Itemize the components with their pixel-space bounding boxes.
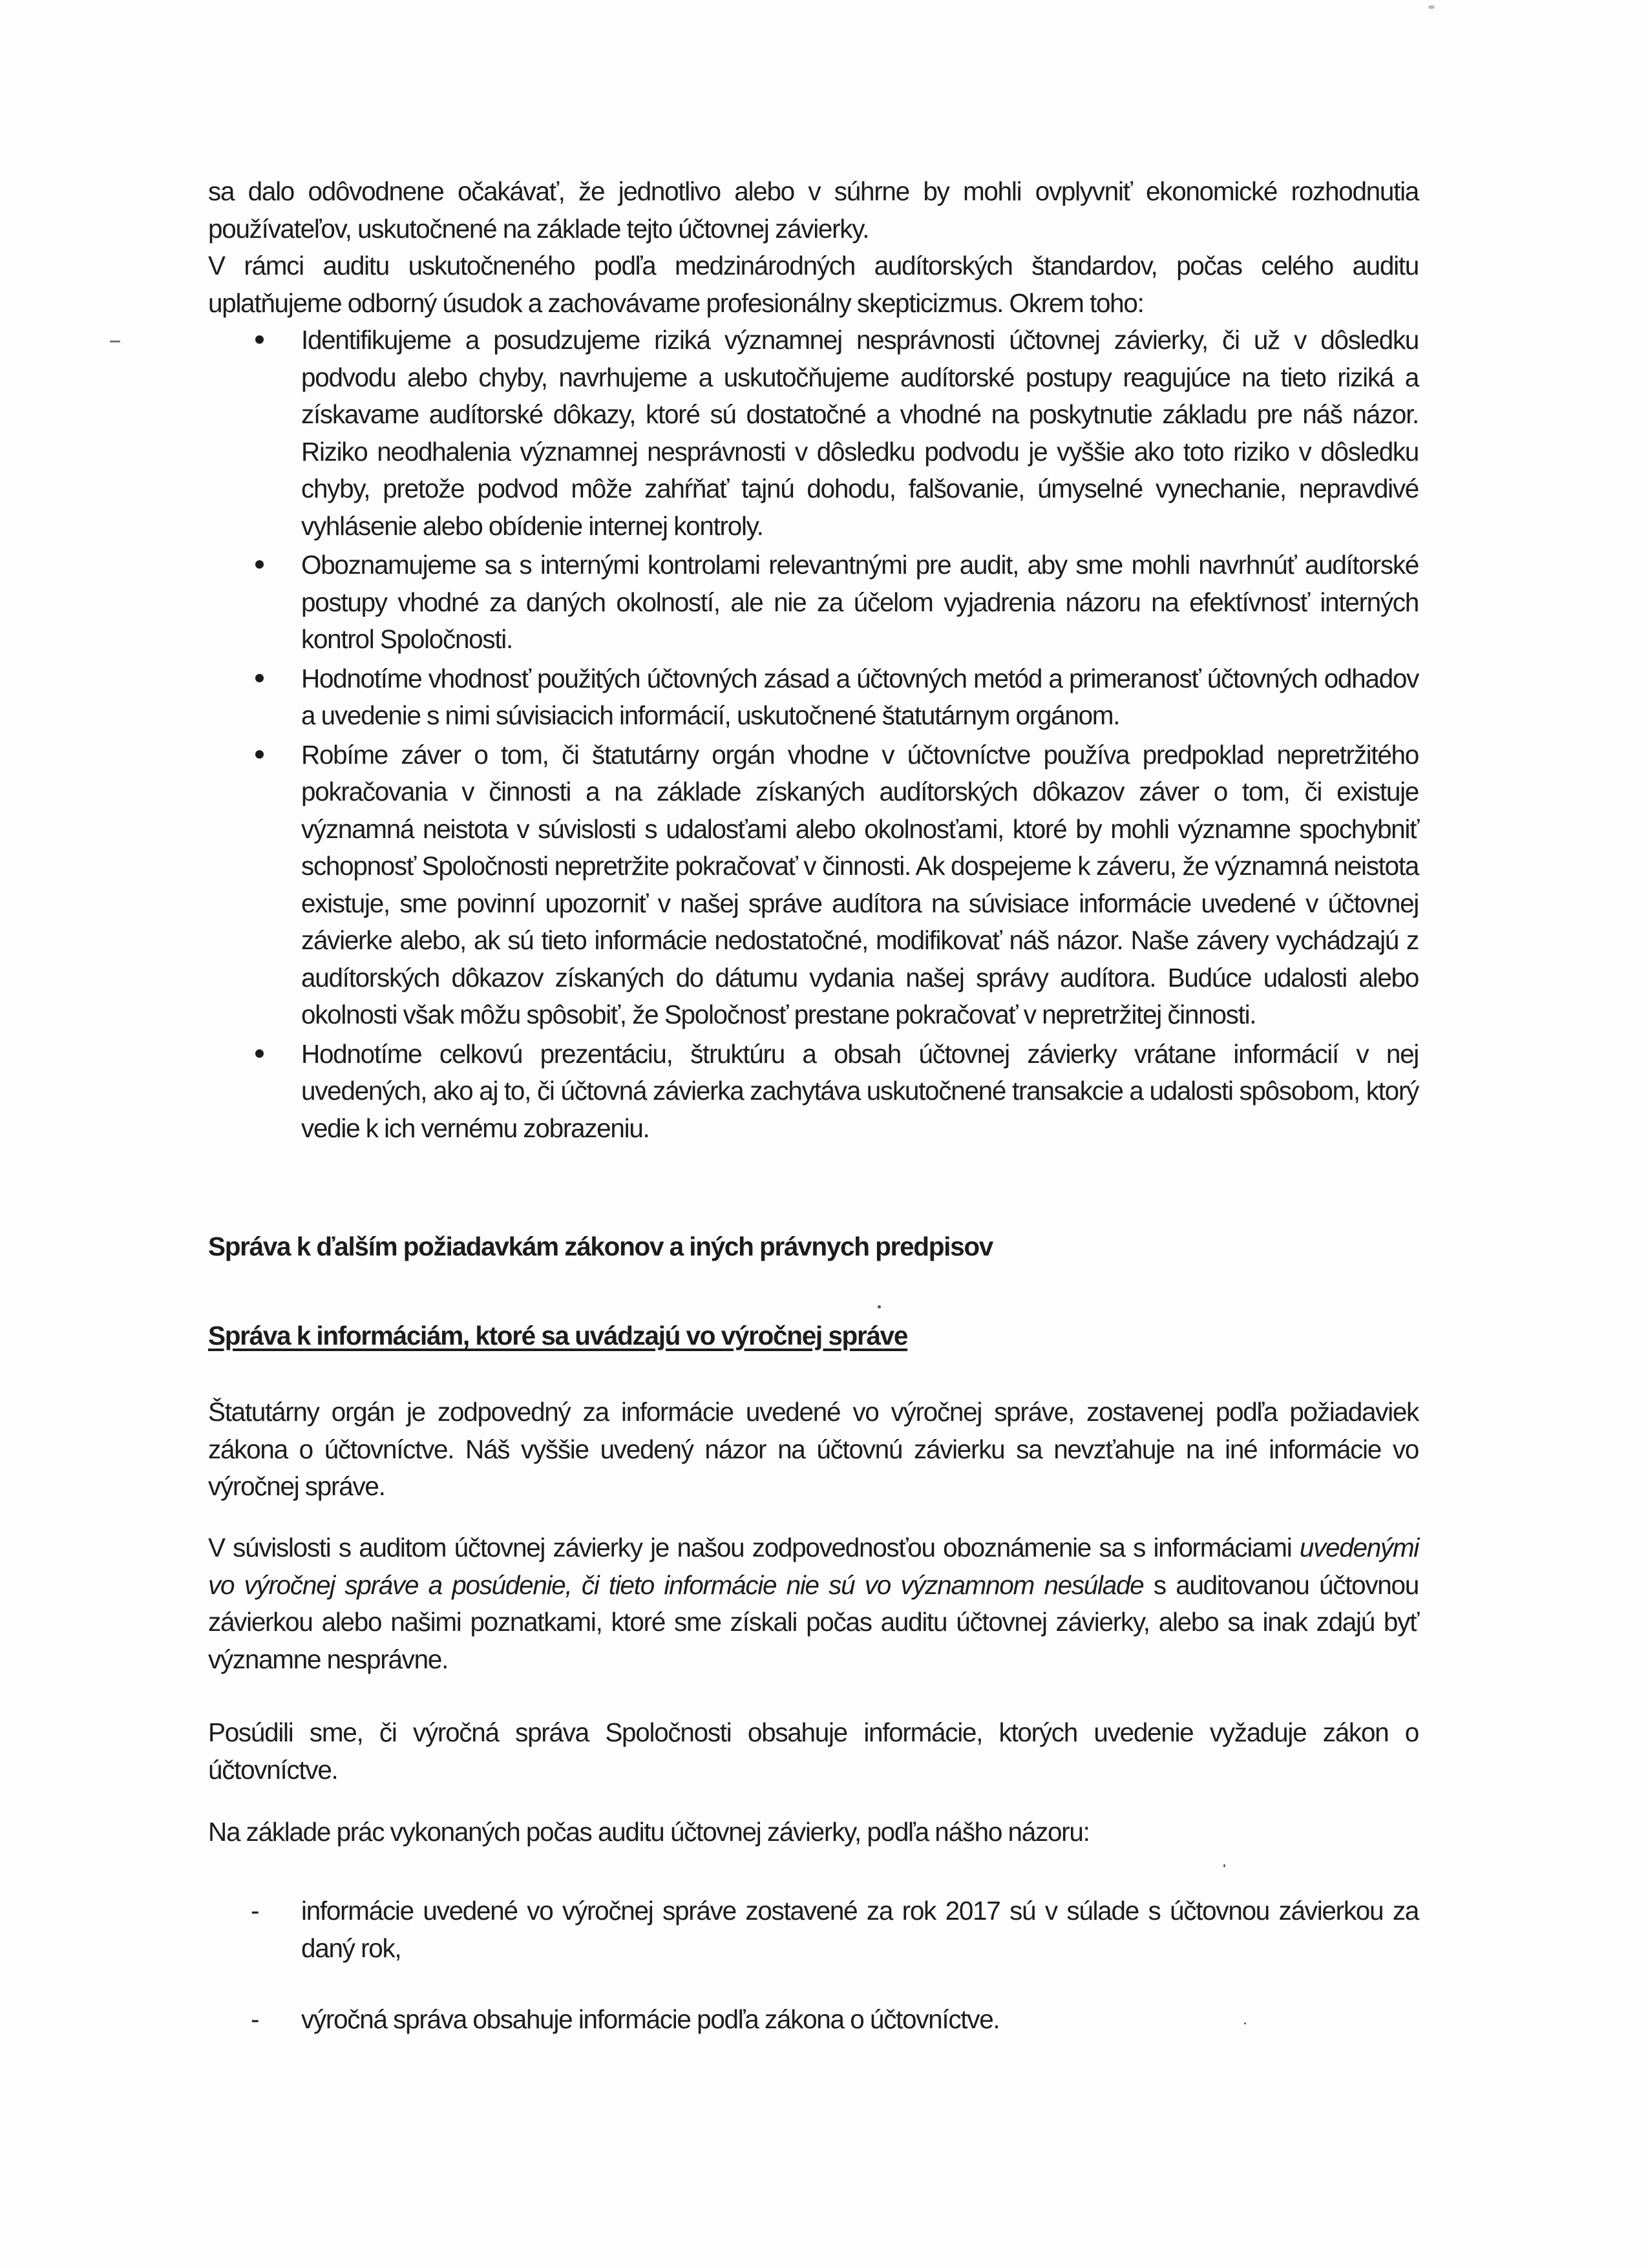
paragraph-assessment <box>208 1714 1419 1789</box>
list-item-text: Hodnotíme celkovú prezentáciu, štruktúru a obsah účtovnej závierky vrátane informácií v nej uvedených, ako aj to, či účtovná závierka zachytáva uskutočnené transakcie a udalosti spôsobom, ktorý vedie k ich vernému zobrazeniu. <box>301 1038 1419 1143</box>
paragraph-text: Štatutárny orgán je zodpovedný za informácie uvedené vo výročnej správe, zostavenej podľa požiadaviek zákona o účtovníctve. Náš vyššie uvedený názor na účtovnú závierku sa nevzťahuje na iné informácie vo výročnej správe. <box>208 1397 1419 1501</box>
subsection-heading: Správa k informáciám, ktoré sa uvádzajú vo výročnej správe <box>208 1321 908 1350</box>
list-item <box>208 322 1419 545</box>
list-item-text: Identifikujeme a posudzujeme riziká významnej nesprávnosti účtovnej závierky, či už v dôsledku podvodu alebo chyby, navrhujeme a uskutočňujeme audítorské postupy reagujúce na tieto riziká a získavame audítorské dôkazy, ktoré sú dostatočné a vhodné na poskytnutie základu pre náš názor. Riziko neodhalenia významnej nesprávnosti v dôsledku podvodu je vyššie ako toto riziko v dôsledku chyby, pretože podvod môže zahŕňať tajnú dohodu, falšovanie, úmyselné vynechanie, nepravdivé vyhlásenie alebo obídenie internej kontroly. <box>301 325 1419 541</box>
bullet-icon <box>255 560 264 569</box>
list-item-text: Hodnotíme vhodnosť použitých účtovných zásad a účtovných metód a primeranosť účtovných odhadov a uvedenie s nimi súvisiacich informácií, uskutočnené štatutárnym orgánom. <box>301 663 1419 730</box>
paragraph-text-italic: uvedenými vo výročnej správe a posúdenie, či tieto informácie nie sú vo významnom nesúlade <box>208 1533 1419 1600</box>
dash-icon: - <box>251 2004 259 2034</box>
list-item <box>208 1893 1419 1967</box>
scan-speck <box>878 1305 881 1308</box>
list-item <box>208 1036 1419 1148</box>
paragraph-responsibility <box>208 1394 1419 1506</box>
opinion-list <box>208 1893 1419 1967</box>
scan-mark <box>110 341 120 342</box>
list-item-text: Robíme záver o tom, či štatutárny orgán vhodne v účtovníctve používa predpoklad nepretržitého pokračovania v činnosti a na základe získaných audítorských dôkazov záver o tom, či existuje významná neistota v súvislosti s udalosťami alebo okolnosťami, ktoré by mohli významne spochybniť schopnosť Spoločnosti nepretržite pokračovať v činnosti. Ak dospejeme k záveru, že významná neistota existuje, sme povinní upozorniť v našej správe audítora na súvisiace informácie uvedené v účtovnej závierke alebo, ak sú tieto informácie nedostatočné, modifikovať náš názor. Naše závery vychádzajú z audítorských dôkazov získaných do dátumu vydania našej správy audítora. Budúce udalosti alebo okolnosti však môžu spôsobiť, že Spoločnosť prestane pokračovať v nepretržitej činnosti. <box>301 739 1419 1029</box>
paragraph-auditor-duty <box>208 1529 1419 1678</box>
section-heading: Správa k ďalším požiadavkám zákonov a iných právnych predpisov <box>208 1232 993 1261</box>
paragraph-text <box>208 1529 1419 1678</box>
paragraph-text: Posúdili sme, či výročná správa Spoločnosti obsahuje informácie, ktorých uvedenie vyžaduje zákon o účtovníctve. <box>208 1717 1419 1785</box>
bullet-icon <box>255 1049 264 1058</box>
scan-speck <box>1428 5 1435 9</box>
list-item <box>208 737 1419 1034</box>
bullet-icon <box>255 335 264 344</box>
paragraph-materiality: sa dalo odôvodnene očakávať, že jednotlivo alebo v súhrne by mohli ovplyvniť ekonomické rozhodnutia používateľov, uskutočnené na základe tejto účtovnej závierky. <box>208 176 1419 244</box>
paragraph-text: Na základe prác vykonaných počas auditu účtovnej závierky, podľa nášho názoru: <box>208 1817 1090 1847</box>
paragraph-text-start: V súvislosti s auditom účtovnej závierky je našou zodpovednosťou oboznámenie sa s informáciami <box>208 1533 1300 1562</box>
paragraph-text-end: s auditovanou účtovnou závierkou alebo našimi poznatkami, ktoré sme získali počas auditu účtovnej závierky, alebo sa inak zdajú byť významne nesprávne. <box>208 1570 1419 1674</box>
audit-procedures-list <box>208 322 1419 1147</box>
list-item <box>208 2001 1419 2039</box>
bullet-icon <box>255 674 264 682</box>
dash-icon: - <box>251 1896 259 1926</box>
list-item-text: výročná správa obsahuje informácie podľa zákona o účtovníctve. <box>301 2004 1000 2034</box>
list-item <box>208 547 1419 658</box>
paragraph-opinion-intro <box>208 1814 1419 1851</box>
list-item <box>208 660 1419 735</box>
opinion-list <box>208 2001 1419 2039</box>
paragraph-audit-approach: V rámci auditu uskutočneného podľa medzinárodných audítorských štandardov, počas celého auditu uplatňujeme odborný úsudok a zachovávame profesionálny skepticizmus. Okrem toho: <box>208 251 1419 318</box>
scan-speck <box>1223 1864 1225 1867</box>
document-body <box>208 173 1419 2034</box>
list-item-text: informácie uvedené vo výročnej správe zostavené za rok 2017 sú v súlade s účtovnou závierkou za daný rok, <box>301 1896 1419 1963</box>
bullet-icon <box>255 750 264 759</box>
list-item-text: Oboznamujeme sa s internými kontrolami relevantnými pre audit, aby sme mohli navrhnúť audítorské postupy vhodné za daných okolností, ale nie za účelom vyjadrenia názoru na efektívnosť interných kontrol Spoločnosti. <box>301 550 1419 654</box>
